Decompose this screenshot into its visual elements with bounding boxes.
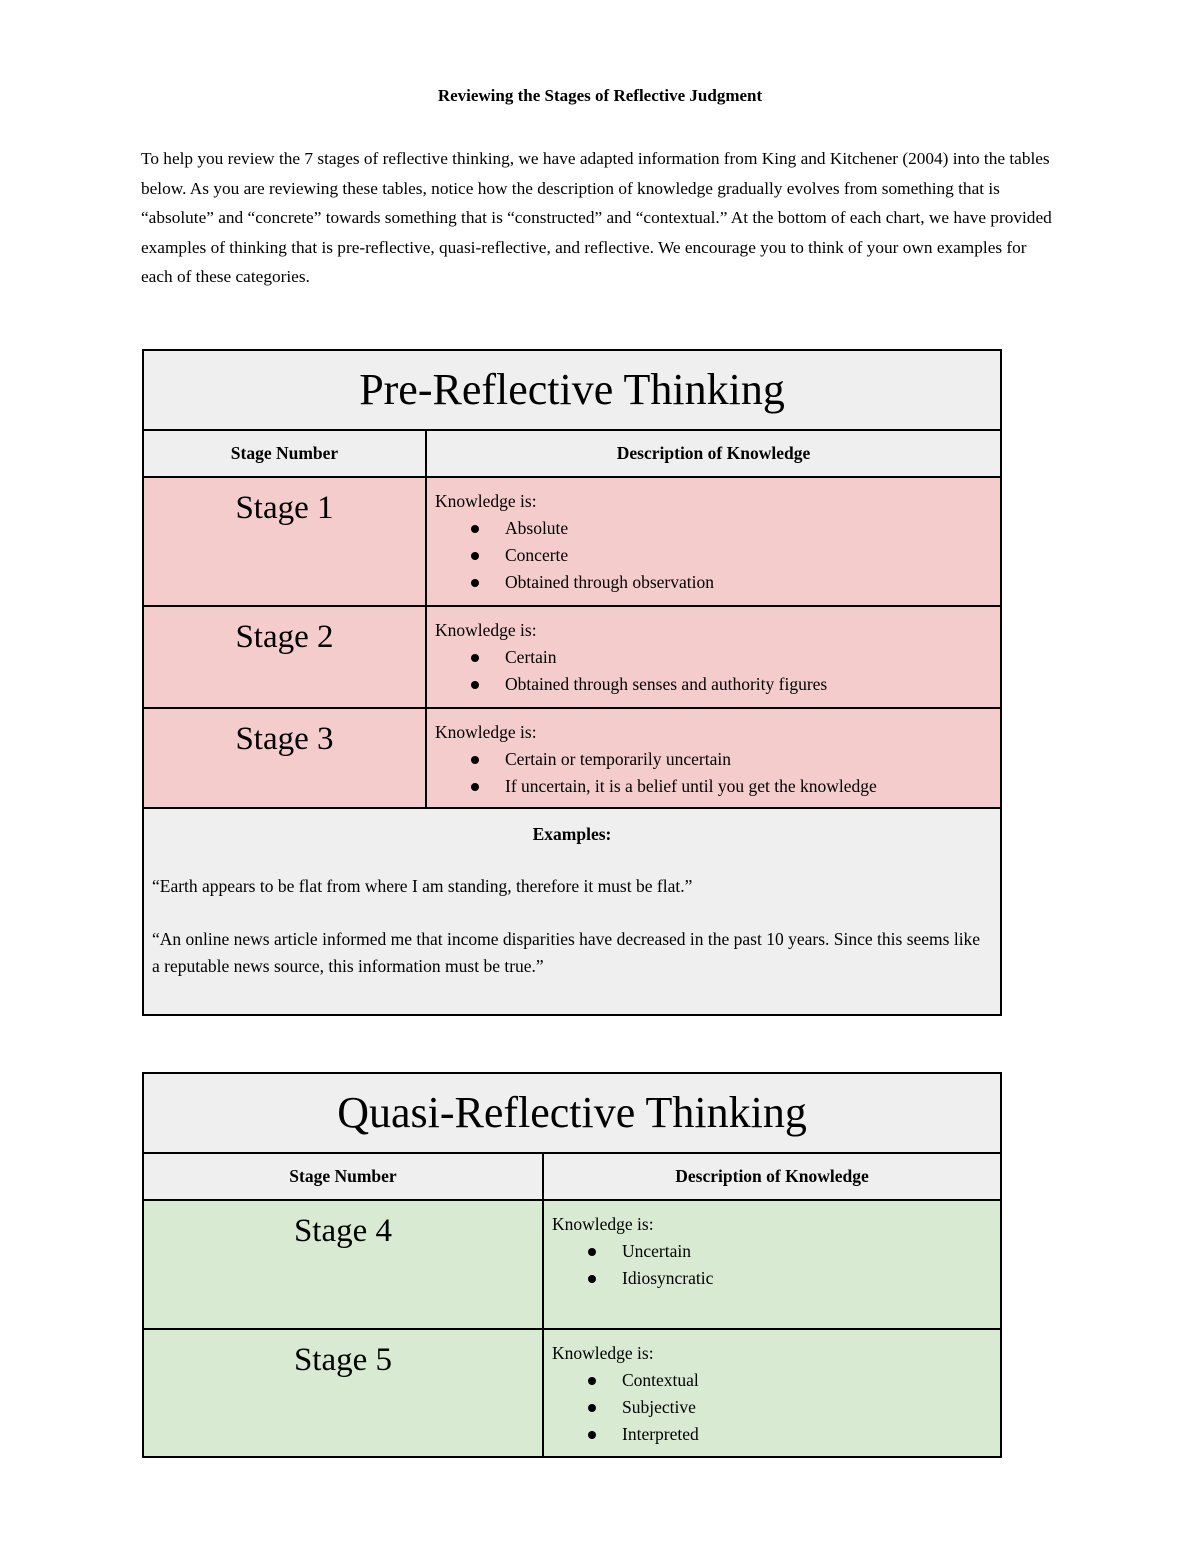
column-header-stage: Stage Number [143, 1153, 543, 1200]
list-item: Certain or temporarily uncertain [505, 746, 992, 773]
description-intro: Knowledge is: [435, 620, 537, 640]
stage-label: Stage 2 [143, 606, 426, 708]
pre-reflective-table [142, 349, 1002, 1016]
column-header-description: Description of Knowledge [543, 1153, 1001, 1200]
description-list [435, 515, 992, 596]
table-row [143, 1329, 1001, 1457]
description-list [435, 644, 992, 698]
table-title: Pre-Reflective Thinking [143, 350, 1001, 430]
description-intro: Knowledge is: [435, 491, 537, 511]
examples-heading: Examples: [532, 824, 612, 844]
example-text: “An online news article informed me that income disparities have decreased in the past 10 years. Since this seems like a reputable news source, this information must be true.” [152, 929, 981, 976]
table-title: Quasi-Reflective Thinking [143, 1073, 1001, 1153]
description-intro: Knowledge is: [552, 1214, 654, 1234]
quasi-reflective-table [142, 1072, 1002, 1458]
stage-description [543, 1329, 1001, 1457]
examples-section [143, 808, 1001, 1015]
stage-label: Stage 5 [143, 1329, 543, 1457]
list-item: Idiosyncratic [622, 1265, 992, 1292]
stage-description [426, 708, 1001, 808]
description-list [552, 1238, 992, 1292]
table-row [143, 708, 1001, 808]
list-item: Contextual [622, 1367, 992, 1394]
table-row [143, 1200, 1001, 1329]
list-item: Obtained through senses and authority figures [505, 671, 992, 698]
stage-label: Stage 4 [143, 1200, 543, 1329]
table-row [143, 606, 1001, 708]
column-header-description: Description of Knowledge [426, 430, 1001, 477]
example-text: “Earth appears to be flat from where I am standing, therefore it must be flat.” [152, 876, 693, 896]
stage-description [426, 606, 1001, 708]
list-item: Absolute [505, 515, 992, 542]
stage-description [543, 1200, 1001, 1329]
list-item: If uncertain, it is a belief until you get the knowledge [505, 773, 992, 800]
list-item: Concerte [505, 542, 992, 569]
description-list [435, 746, 992, 800]
description-list [552, 1367, 992, 1448]
description-intro: Knowledge is: [435, 722, 537, 742]
document-title: Reviewing the Stages of Reflective Judgment [437, 86, 763, 105]
stage-description [426, 477, 1001, 606]
list-item: Obtained through observation [505, 569, 992, 596]
table-row [143, 477, 1001, 606]
list-item: Certain [505, 644, 992, 671]
stage-label: Stage 1 [143, 477, 426, 606]
stage-label: Stage 3 [143, 708, 426, 808]
description-intro: Knowledge is: [552, 1343, 654, 1363]
list-item: Subjective [622, 1394, 992, 1421]
list-item: Uncertain [622, 1238, 992, 1265]
list-item: Interpreted [622, 1421, 992, 1448]
intro-paragraph: To help you review the 7 stages of reflective thinking, we have adapted information from King and Kitchener (2004) into the tables below. As you are reviewing these tables, notice how the description of knowledge gradually evolves from something that is “absolute” and “concrete” towards something that is “constructed” and “contextual.” At the bottom of each chart, we have provided examples of thinking that is pre-reflective, quasi-reflective, and reflective. We encourage you to think of your own examples for each of these categories. [141, 149, 1052, 286]
column-header-stage: Stage Number [143, 430, 426, 477]
